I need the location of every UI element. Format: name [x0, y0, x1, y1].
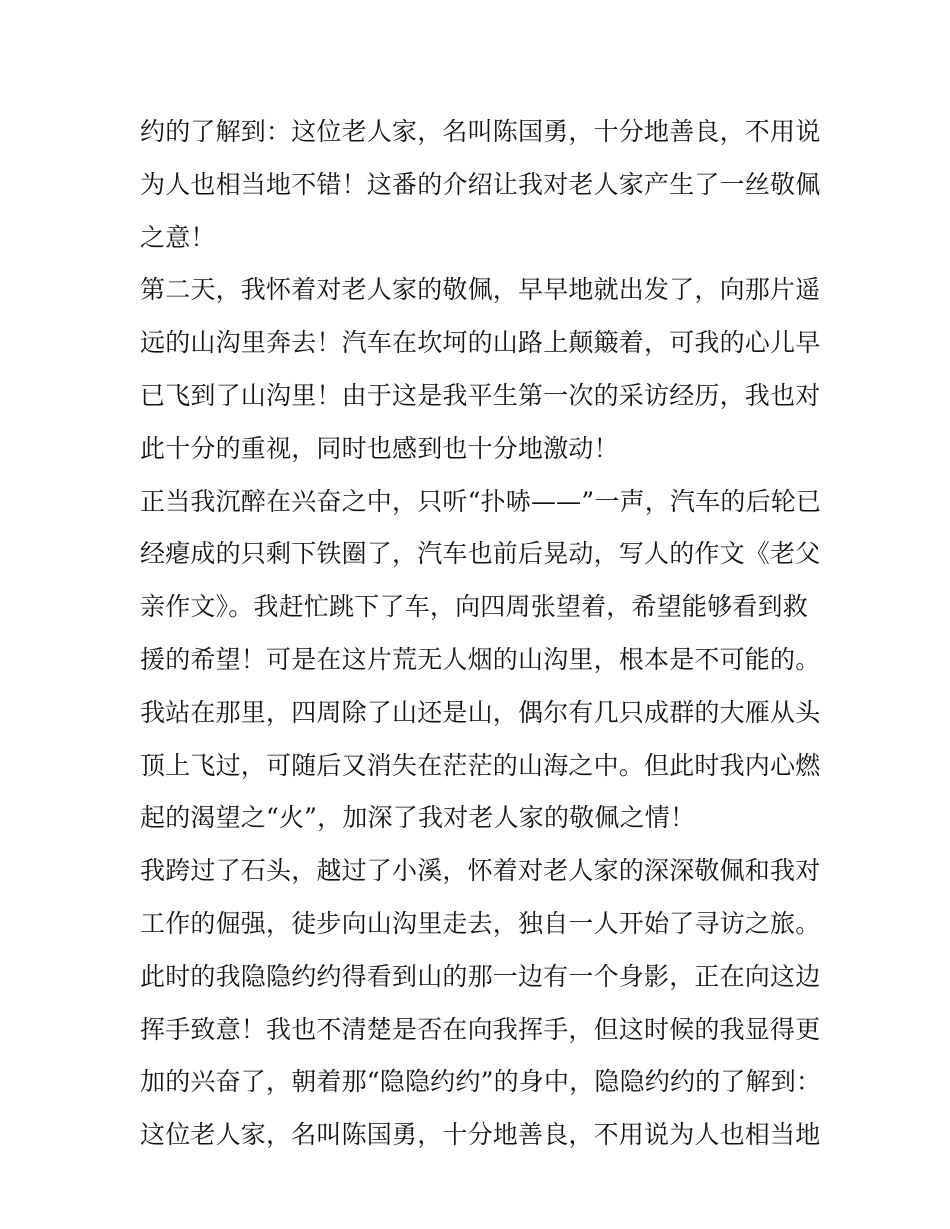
text-line: 挥手致意！我也不清楚是否在向我挥手，但这时候的我显得更 [140, 1014, 821, 1044]
text-line: 此十分的重视，同时也感到也十分地激动！ [140, 433, 619, 463]
body-text [140, 106, 822, 1162]
text-line: 亲作文》。我赶忙跳下了车，向四周张望着，希望能够看到救 [140, 592, 808, 622]
text-line: 已飞到了山沟里！由于这是我平生第一次的采访经历，我也对 [140, 380, 821, 410]
text-line: 此时的我隐隐约约得看到山的那一边有一个身影，正在向这边 [140, 961, 821, 991]
text-line: 约的了解到：这位老人家，名叫陈国勇，十分地善良，不用说 [140, 117, 821, 146]
text-line: 援的希望！可是在这片荒无人烟的山沟里，根本是不可能的。 [140, 644, 821, 674]
text-line: 起的渴望之“火”，加深了我对老人家的敬佩之情！ [140, 803, 696, 833]
text-line: 工作的倔强，徒步向山沟里走去，独自一人开始了寻访之旅。 [140, 908, 821, 938]
text-line: 第二天，我怀着对老人家的敬佩，早早地就出发了，向那片遥 [140, 275, 821, 305]
text-line: 这位老人家，名叫陈国勇，十分地善良，不用说为人也相当地 [140, 1120, 821, 1150]
text-line: 正当我沉醉在兴奋之中，只听“扑哧——”一声，汽车的后轮已 [140, 486, 822, 516]
text-line: 为人也相当地不错！这番的介绍让我对老人家产生了一丝敬佩 [140, 169, 821, 199]
text-line: 经瘪成的只剩下铁圈了，汽车也前后晃动，写人的作文《老父 [140, 539, 821, 569]
text-line: 我跨过了石头，越过了小溪，怀着对老人家的深深敬佩和我对 [140, 856, 821, 886]
text-line: 顶上飞过，可随后又消失在茫茫的山海之中。但此时我内心燃 [140, 750, 821, 780]
text-line: 加的兴奋了，朝着那“隐隐约约”的身中，隐隐约约的了解到： [140, 1067, 822, 1097]
text-line: 我站在那里，四周除了山还是山，偶尔有几只成群的大雁从头 [140, 697, 821, 727]
text-line: 远的山沟里奔去！汽车在坎坷的山路上颠簸着，可我的心儿早 [140, 328, 821, 358]
text-line: 之意！ [140, 222, 216, 252]
